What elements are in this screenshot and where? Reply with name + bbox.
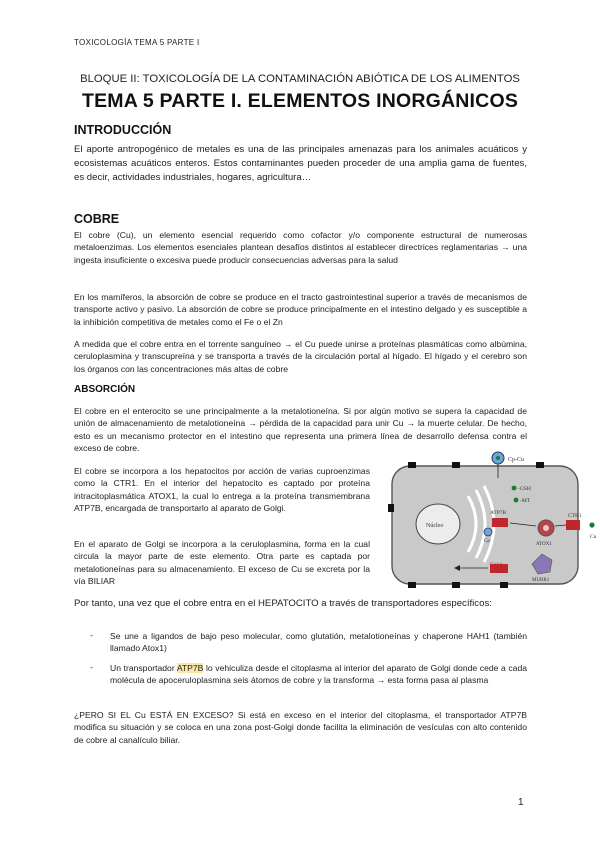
bullet-dash: - bbox=[90, 630, 93, 640]
label-atp7b: ATP7B bbox=[490, 510, 507, 516]
membrane-marker bbox=[500, 582, 508, 588]
label-nucleo: Núcleo bbox=[426, 523, 444, 529]
cu-dot-icon bbox=[512, 486, 517, 491]
biliary-transporter bbox=[490, 564, 508, 573]
membrane-marker bbox=[536, 462, 544, 468]
cu-dot-icon bbox=[589, 522, 594, 527]
bullet-item-1: Se une a ligandos de bajo peso molecular, como glutatión, metalotioneínas y chaperone HAH1 (también llamado Atox1) bbox=[110, 631, 527, 654]
label-ctr1: CTR1 bbox=[568, 513, 582, 519]
membrane-marker bbox=[388, 504, 394, 512]
atox1-core bbox=[543, 525, 549, 531]
bullet-2-post: lo vehiculiza desde el citoplasma al interior del aparato de Golgi donde cede a cada molécula de apoceruloplasmina seis átomos de cobre y la transforma → esta forma pasa al plasma bbox=[110, 663, 527, 686]
hepatocyte-copper-diagram bbox=[380, 448, 600, 608]
section-heading-introduccion: INTRODUCCIÓN bbox=[74, 123, 172, 137]
label-cu: Cu bbox=[590, 534, 597, 540]
ctr1-transporter bbox=[566, 520, 580, 530]
bullet-2-pre: Un transportador bbox=[110, 663, 177, 673]
block-subtitle: BLOQUE II: TOXICOLOGÍA DE LA CONTAMINACIÓN ABIÓTICA DE LOS ALIMENTOS bbox=[80, 73, 520, 85]
label-cp-cu: Cp-Cu bbox=[508, 457, 525, 463]
absorcion-paragraph-1: El cobre en el enterocito se une principalmente a la metalotioneína. Si por algún motivo se supera la capacidad de unión de almacenamiento de metalotioneína → pérdida de la capacidad para unir Cu → la muerte celular. De hecho, esto es un mecanismo protector en el intestino que representa una primera línea de desarrollo defensa contra el exceso de cobre. bbox=[74, 406, 527, 454]
label-atox1: ATOX1 bbox=[536, 542, 552, 547]
cobre-paragraph-2: En los mamíferos, la absorción de cobre se produce en el tracto gastrointestinal superior a través de mecanismos de transporte activo y pasivo. La absorción de cobre se produce principalmente en el intestino delgado y es susceptible a la inhibición competitiva de metales como el Fe o el Zn bbox=[74, 292, 527, 327]
bullet-dash: - bbox=[90, 662, 93, 672]
absorcion-paragraph-4: Por tanto, una vez que el cobre entra en el HEPATOCITO a través de transportadores específicos: bbox=[74, 598, 492, 609]
absorcion-paragraph-3: En el aparato de Golgi se incorpora a la ceruloplasmina, forma en la cual circula la mayor parte de este elemento. Otra parte es captada por metalotioneínas para su almacenamiento. El exceso de Cu se excreta por la vía BILIAR bbox=[74, 539, 370, 587]
cobre-paragraph-3: A medida que el cobre entra en el torrente sanguíneo → el Cu puede unirse a proteínas plasmáticas como albúmina, ceruloplasmina y transcupreína y se transporta a través de la circulación portal al hígado. El hígado y el cerebro son los órganos con las concentraciones más altas de cobre bbox=[74, 339, 527, 374]
cu-dot-icon bbox=[496, 456, 500, 460]
running-header: TOXICOLOGÍA TEMA 5 PARTE I bbox=[74, 38, 200, 47]
section-heading-cobre: COBRE bbox=[74, 212, 120, 226]
cu-dot-icon bbox=[514, 498, 519, 503]
membrane-marker bbox=[408, 462, 416, 468]
bullet-item-2 bbox=[110, 662, 527, 687]
page-number: 1 bbox=[518, 797, 524, 808]
absorcion-paragraph-2: El cobre se incorpora a los hepatocitos por acción de varias cuproenzimas como la CTR1. En el interior del hepatocito es captado por proteína intracitoplasmática ATOX1, la cual lo entrega a la proteína transmembrana ATP7B, encargada de transportarlo al aparato de Golgi. bbox=[74, 466, 370, 514]
intro-paragraph: El aporte antropogénico de metales es una de las principales amenazas para los animales acuáticos y ecosistemas acuáticos enteros. Estos contaminantes pueden proceder de una amplia gama de fuentes, es decir, actividades industriales, hogares, agricultura… bbox=[74, 144, 527, 183]
absorcion-paragraph-5: ¿PERO SI EL Cu ESTÁ EN EXCESO? Si está en exceso en el interior del citoplasma, el transportador ATP7B modifica su situación y se coloca en una zona post-Golgi donde facilita la eliminación de vesículas con alto contenido de cobre al canalículo biliar. bbox=[74, 710, 527, 745]
cp-icon bbox=[484, 528, 492, 536]
membrane-marker bbox=[452, 582, 460, 588]
cobre-paragraph-1: El cobre (Cu), un elemento esencial requerido como cofactor y/o componente estructural de numerosas metaloenzimas. Los elementos esenciales plantean desafíos distintos al establecer directrices reglamentarias → una ingesta insuficiente o excesiva puede producir consecuencias adversas para la salud bbox=[74, 230, 527, 265]
highlight-atp7b: ATP7B bbox=[176, 663, 204, 673]
page-title: TEMA 5 PARTE I. ELEMENTOS INORGÁNICOS bbox=[81, 90, 519, 112]
label-mt: -MT bbox=[520, 498, 531, 504]
label-murr1: MURR1 bbox=[532, 578, 550, 583]
section-heading-absorcion: ABSORCIÓN bbox=[74, 384, 136, 395]
membrane-marker bbox=[452, 462, 460, 468]
membrane-marker bbox=[408, 582, 416, 588]
label-gsh: -GSH bbox=[518, 486, 531, 492]
label-cp: Cp bbox=[484, 539, 490, 544]
atp7b-transporter bbox=[492, 518, 508, 527]
